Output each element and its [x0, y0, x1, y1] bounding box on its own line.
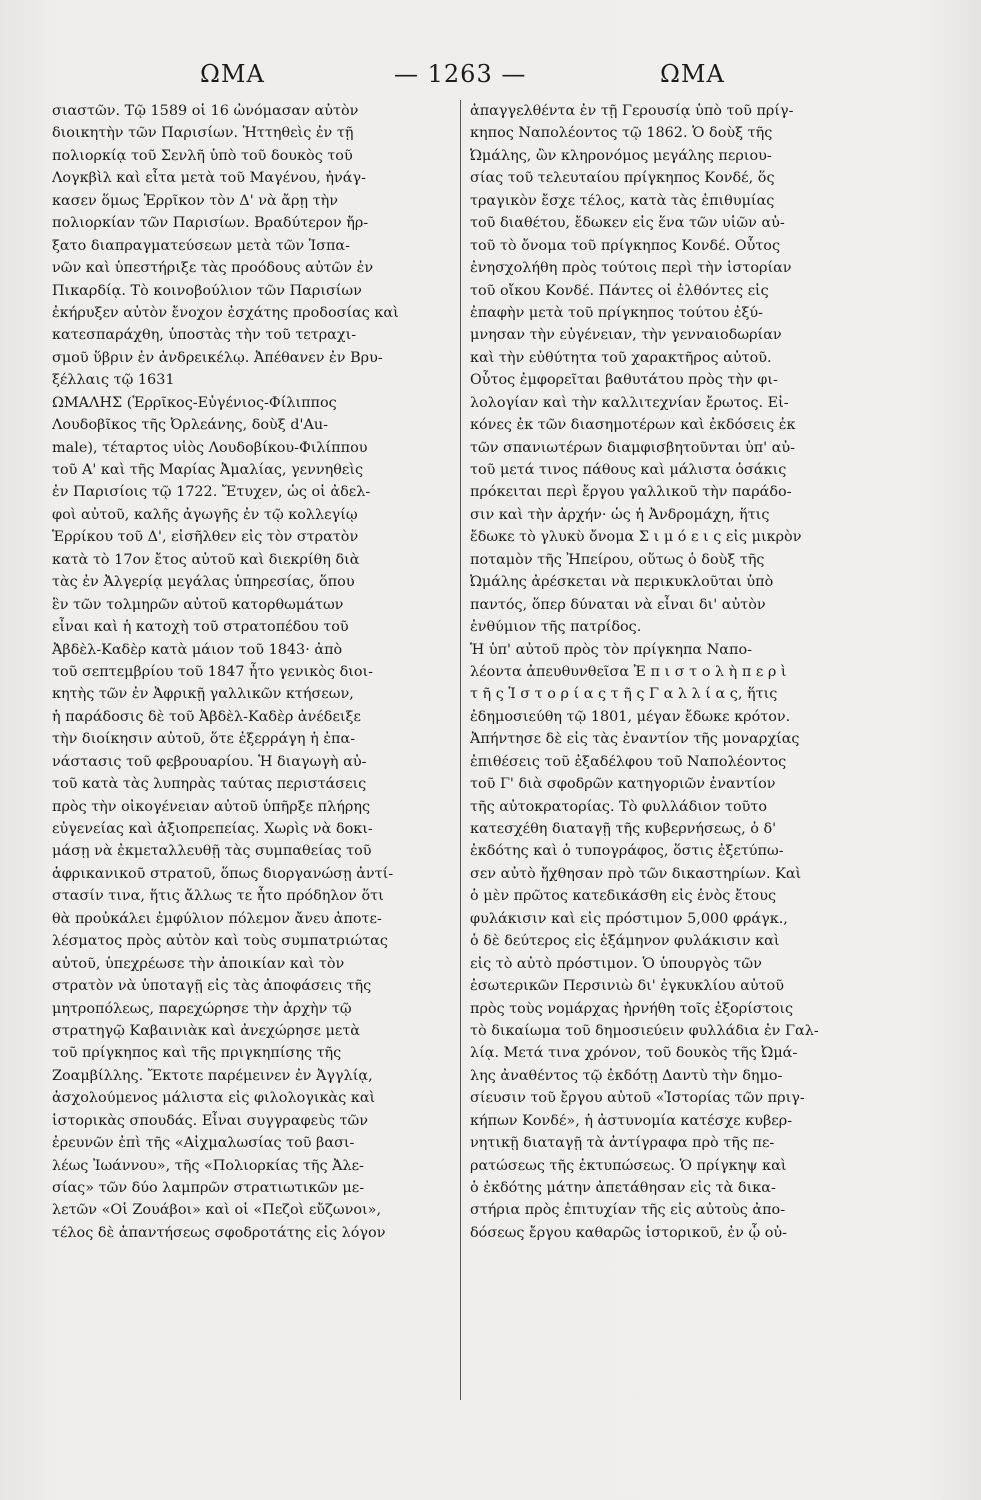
- right-column-text-line: ἐκδότης καὶ ὁ τυπογράφος, ὅστις ἐξετύπω-: [470, 843, 784, 860]
- right-column-text-line: ἀπαγγελθέντα ἐν τῇ Γερουσίᾳ ὑπὸ τοῦ πρίγ-: [470, 103, 794, 119]
- left-column-text-line: ἐρευνῶν ἐπὶ τῆς «Αἰχμαλωσίας τοῦ βασι-: [52, 1135, 355, 1152]
- right-column-text-line: τὸ δικαίωμα τοῦ δημοσιεύειν φυλλάδια ἐν Γαλ-: [470, 1022, 819, 1039]
- right-column-text-line: ποταμὸν τῆς Ἠπείρου, οὕτως ὁ δοὺξ τῆς: [470, 551, 765, 568]
- left-column-text-line: ἐν Παρισίοις τῷ 1722. Ἔτυχεν, ὡς οἱ ἀδελ-: [52, 484, 371, 501]
- left-column-text-line: ἱστορικὰς σπουδάς. Εἶναι συγγραφεὺς τῶν: [52, 1112, 368, 1129]
- right-column-text-line: σεν αὐτὸ ἤχθησαν πρὸ τῶν δικαστηρίων. Καὶ: [470, 865, 802, 882]
- left-column-text-line: male), τέταρτος υἱὸς Λουδοβίκου-Φιλίππου: [52, 439, 368, 456]
- right-text-column: [470, 100, 868, 1244]
- left-column-text-line: ξέλλαις τῷ 1631: [52, 372, 175, 389]
- right-column-text-line: Ἡ ὑπ' αὐτοῦ πρὸς τὸν πρίγκηπα Ναπο-: [470, 641, 752, 658]
- header-right-keyword: ΩΜΑ: [660, 60, 725, 88]
- left-column-text-line: ἀσχολούμενος μάλιστα εἰς φιλολογικὰς καὶ: [52, 1090, 376, 1107]
- left-column-text-line: Ζοαμβίλλης. Ἔκτοτε παρέμεινεν ἐν Ἀγγλίᾳ,: [52, 1067, 373, 1084]
- left-column-text-line: νάστασις τοῦ φεβρουαρίου. Ἡ διαγωγὴ αὐ-: [52, 753, 367, 770]
- left-column-text-line: κητὴς τῶν ἐν Ἀφρικῇ γαλλικῶν κτήσεων,: [52, 686, 354, 703]
- left-column-text-line: λέως Ἰωάννου», τῆς «Πολιορκίας τῆς Ἀλε-: [52, 1157, 364, 1174]
- right-column-text-line: ἐνθύμιον τῆς πατρίδος.: [470, 619, 642, 636]
- header-left-keyword: ΩΜΑ: [200, 60, 265, 88]
- left-column-text-line: τὰς ἐν Ἀλγερίᾳ μεγάλας ὑπηρεσίας, ὅπου: [52, 574, 355, 591]
- left-column-text-line: εὐγενείας καὶ ἀξιοπρεπείας. Χωρὶς νὰ δοκι-: [52, 821, 373, 837]
- right-column-text-line: σίευσιν τοῦ ἔργου αὐτοῦ «Ἱστορίας τῶν πριγ-: [470, 1090, 805, 1107]
- left-column-text-line: φοὶ αὐτοῦ, καλῆς ἀγωγῆς ἐν τῷ κολλεγίῳ: [52, 506, 358, 523]
- right-column-text-line: Ὠμάλης ἀρέσκεται νὰ περικυκλοῦται ὑπὸ: [470, 574, 774, 591]
- left-text-column: [52, 100, 450, 1244]
- left-column-text-line: Λουδοβῖκος τῆς Ὀρλεάνης, δοὺξ d'Au-: [52, 417, 329, 434]
- right-column-text-line: τῶν σπανιωτέρων διαμφισβητοῦνται ὑπ' αὐ-: [470, 439, 796, 456]
- right-column-text-line: ἐσωτερικῶν Περσινιὼ δι' ἐγκυκλίου αὐτοῦ: [470, 978, 784, 995]
- right-column-text-line: κατεσχέθη διαταγῇ τῆς κυβερνήσεως, ὁ δ': [470, 821, 777, 837]
- right-column-text-line: τοῦ τὸ ὄνομα τοῦ πρίγκηπος Κονδέ. Οὗτος: [470, 237, 781, 254]
- right-column-text-line: τ ῆ ς Ἱ σ τ ο ρ ί α ς τ ῆ ς Γ α λ λ ί α ς, ἥτις: [470, 686, 778, 703]
- right-column-text-line: τοῦ μετά τινος πάθους καὶ μάλιστα ὁσάκις: [470, 462, 787, 478]
- right-column-text-line: πρόκειται περὶ ἔργου γαλλικοῦ τὴν παράδο-: [470, 484, 792, 501]
- right-column-text-line: παντός, ὅπερ δύναται νὰ εἶναι δι' αὐτὸν: [470, 596, 766, 613]
- left-column-text-line: σίας» τῶν δύο λαμπρῶν στρατιωτικῶν με-: [52, 1180, 365, 1196]
- right-column-text-line: τοῦ οἴκου Κονδέ. Πάντες οἱ ἐλθόντες εἰς: [470, 282, 769, 299]
- left-column-text-line: ἓν τῶν τολμηρῶν αὐτοῦ κατορθωμάτων: [52, 596, 344, 613]
- right-column-text-line: ἔδωκε τὸ γλυκὺ ὄνομα Σ ι μ ό ε ι ς εἰς μικρὸν: [470, 529, 802, 546]
- left-column-text-line: κασεν ὅμως Ἑρρῖκον τὸν Δ' νὰ ἄρῃ τὴν: [52, 192, 338, 209]
- right-column-text-line: λίᾳ. Μετά τινα χρόνον, τοῦ δουκὸς τῆς Ὠμά-: [470, 1045, 798, 1062]
- left-column-text-line: τοῦ κατὰ τὰς λυπηρὰς ταύτας περιστάσεις: [52, 776, 367, 793]
- left-column-text-line: μητροπόλεως, παρεχώρησε τὴν ἀρχὴν τῷ: [52, 1000, 352, 1017]
- left-column-text-line: ἀφρικανικοῦ στρατοῦ, ὅπως διοργανώσῃ ἀντί-: [52, 865, 394, 882]
- left-column-text-line: πολιορκίαν τῶν Παρισίων. Βραδύτερον ἤρ-: [52, 215, 369, 232]
- column-divider: [460, 100, 461, 1400]
- running-header: [52, 60, 932, 100]
- right-column-text-line: σίας τοῦ τελευταίου πρίγκηπος Κονδέ, ὅς: [470, 170, 775, 187]
- left-column-text-line: κατεσπαράχθη, ὑποστὰς τὴν τοῦ τετραχι-: [52, 327, 357, 344]
- left-column-text-line: λετῶν «Οἱ Ζουάβοι» καὶ οἱ «Πεζοὶ εὔζωνοι»,: [52, 1202, 382, 1219]
- right-column-text-line: καὶ τὴν εὐθύτητα τοῦ χαρακτῆρος αὐτοῦ.: [470, 349, 772, 366]
- right-column-text-line: ἐπαφὴν μετὰ τοῦ πρίγκηπος τούτου ἐξύ-: [470, 304, 764, 321]
- left-column-text-line: τοῦ Α' καὶ τῆς Μαρίας Ἀμαλίας, γεννηθεὶς: [52, 462, 364, 478]
- left-column-text-line: ἡ παράδοσις δὲ τοῦ Ἀβδὲλ-Καδὲρ ἀνέδειξε: [52, 708, 361, 725]
- right-column-text-line: φυλάκισιν καὶ εἰς πρόστιμον 5,000 φράγκ.,: [470, 910, 788, 927]
- right-column-text-line: κόνες ἐκ τῶν διασημοτέρων καὶ ἐκδόσεις ἐκ: [470, 417, 796, 434]
- left-column-text-line: Πικαρδίᾳ. Τὸ κοινοβούλιον τῶν Παρισίων: [52, 282, 362, 299]
- left-column-text-line: μάσῃ νὰ ἐκμεταλλευθῇ τὰς συμπαθείας τοῦ: [52, 843, 372, 860]
- left-column-text-line: Ἀβδὲλ-Καδὲρ κατὰ μάιον τοῦ 1843· ἀπὸ: [52, 641, 343, 658]
- left-column-text-line: διοικητὴν τῶν Παρισίων. Ἡττηθεὶς ἐν τῇ: [52, 125, 354, 142]
- right-column-text-line: στήρια πρὸς ἐπιτυχίαν τῆς εἰς αὐτοὺς ἀπο-: [470, 1202, 786, 1219]
- right-column-text-line: τοῦ Γ' διὰ σφοδρῶν κατηγοριῶν ἐναντίον: [470, 776, 776, 793]
- left-column-text-line: αὐτοῦ, ὑπεχρέωσε τὴν ἀποικίαν καὶ τὸν: [52, 955, 345, 972]
- right-column-text-line: τοῦ διαθέτου, ἔδωκεν εἰς ἕνα τῶν υἱῶν αὐ-: [470, 215, 785, 232]
- right-column-text-line: λέοντα ἀπευθυνθεῖσα Ἐ π ι σ τ ο λ ὴ π ε ρ ὶ: [470, 663, 787, 680]
- left-column-text-line: πολιορκίᾳ τοῦ Σενλῆ ὑπὸ τοῦ δουκὸς τοῦ: [52, 147, 353, 164]
- right-column-text-line: κηπος Ναπολέοντος τῷ 1862. Ὁ δοὺξ τῆς: [470, 125, 773, 142]
- right-column-text-line: λολογίαν καὶ τὴν καλλιτεχνίαν ἔρωτος. Εἰ-: [470, 394, 789, 411]
- right-column-text-line: εἰς τὸ αὐτὸ πρόστιμον. Ὁ ὑπουργὸς τῶν: [470, 955, 762, 972]
- right-column-text-line: Οὗτος ἐμφορεῖται βαθυτάτου πρὸς τὴν φι-: [470, 372, 778, 389]
- left-column-text-line: κατὰ τὸ 17ον ἔτος αὐτοῦ καὶ διεκρίθη διὰ: [52, 551, 360, 568]
- right-column-text-line: κήπων Κονδέ», ἡ ἀστυνομία κατέσχε κυβερ-: [470, 1112, 793, 1129]
- left-column-text-line: στρατὸν νὰ ὑποταγῇ εἰς τὰς ἀποφάσεις τῆς: [52, 978, 372, 995]
- left-column-text-line: λέσματος πρὸς αὐτὸν καὶ τοὺς συμπατριώτας: [52, 933, 388, 950]
- right-column-text-line: Ὠμάλης, ὢν κληρονόμος μεγάλης περιου-: [470, 147, 772, 164]
- left-column-text-line: τέλος δὲ ἀπαντήσεως σφοδροτάτης εἰς λόγον: [52, 1224, 386, 1241]
- page-number: — 1263 —: [394, 60, 527, 88]
- right-column-text-line: ὁ μὲν πρῶτος κατεδικάσθη εἰς ἑνὸς ἔτους: [470, 888, 777, 905]
- left-column-text-line: ΩΜΑΛΗΣ (Ἑρρῖκος-Εὐγένιος-Φίλιππος: [52, 394, 337, 411]
- left-column-text-line: Ἑρρίκου τοῦ Δ', εἰσῆλθεν εἰς τὸν στρατὸν: [52, 529, 359, 546]
- right-column-text-line: ὁ δὲ δεύτερος εἰς ἑξάμηνον φυλάκισιν καὶ: [470, 933, 780, 950]
- right-column-text-line: δόσεως ἔργου καθαρῶς ἱστορικοῦ, ἐν ᾧ οὐ-: [470, 1224, 788, 1241]
- right-column-text-line: τραγικὸν ἔσχε τέλος, κατὰ τὰς ἐπιθυμίας: [470, 192, 775, 209]
- left-column-text-line: ξατο διαπραγματεύσεων μετὰ τῶν Ἱσπα-: [52, 237, 350, 254]
- left-column-text-line: θὰ προὐκάλει ἐμφύλιον πόλεμον ἄνευ ἀποτε-: [52, 910, 382, 927]
- left-column-text-line: νῶν καὶ ὑπεστήριξε τὰς προόδους αὐτῶν ἐν: [52, 260, 374, 277]
- right-column-text-line: ρατώσεως τῆς ἐκτυπώσεως. Ὁ πρίγκηψ καὶ: [470, 1157, 787, 1174]
- right-column-text-line: σιν καὶ τὴν ἀρχήν· ὡς ἡ Ἀνδρομάχη, ἥτις: [470, 506, 770, 523]
- right-column-text-line: ἐπιθέσεις τοῦ ἐξαδέλφου τοῦ Ναπολέοντος: [470, 753, 787, 770]
- left-column-text-line: σμοῦ ὕβριν ἐν ἀνδρεικέλῳ. Ἀπέθανεν ἐν Βρυ-: [52, 349, 383, 366]
- left-column-text-line: τοῦ σεπτεμβρίου τοῦ 1847 ἦτο γενικὸς διοι-: [52, 663, 374, 680]
- left-column-text-line: πρὸς τὴν οἰκογένειαν αὐτοῦ ὑπῆρξε πλήρης: [52, 798, 371, 815]
- left-column-text-line: ἐκήρυξεν αὐτὸν ἔνοχον ἐσχάτης προδοσίας καὶ: [52, 304, 399, 321]
- left-column-text-line: σιαστῶν. Τῷ 1589 οἱ 16 ὠνόμασαν αὐτὸν: [52, 103, 359, 119]
- left-column-text-line: Λογκβὶλ καὶ εἶτα μετὰ τοῦ Μαγένου, ἠνάγ-: [52, 170, 366, 187]
- right-column-text-line: Ἀπήντησε δὲ εἰς τὰς ἐναντίον τῆς μοναρχίας: [470, 731, 800, 748]
- left-column-text-line: εἶναι καὶ ἡ κατοχὴ τοῦ στρατοπέδου τοῦ: [52, 619, 349, 636]
- right-column-text-line: μνησαν τὴν εὐγένειαν, τὴν γενναιοδωρίαν: [470, 327, 782, 344]
- left-column-text-line: τὴν διοίκησιν αὐτοῦ, ὅτε ἐξερράγη ἡ ἐπα-: [52, 731, 356, 748]
- right-column-text-line: τῆς αὐτοκρατορίας. Τὸ φυλλάδιον τοῦτο: [470, 798, 768, 815]
- left-column-text-line: στρατηγῷ Καβαινιὰκ καὶ ἀνεχώρησε μετὰ: [52, 1022, 361, 1039]
- right-column-text-line: ἐνησχολήθη πρὸς τούτοις περὶ τὴν ἱστορίαν: [470, 260, 792, 277]
- right-column-text-line: ὁ ἐκδότης μάτην ἀπετάθησαν εἰς τὰ δικα-: [470, 1180, 776, 1196]
- right-column-text-line: νητικῇ διαταγῇ τὰ ἀντίγραφα πρὸ τῆς πε-: [470, 1135, 775, 1152]
- right-column-text-line: λης ἀναθέντος τῷ ἐκδότῃ Δαντὺ τὴν δημο-: [470, 1067, 783, 1084]
- right-column-text-line: ἐδημοσιεύθη τῷ 1801, μέγαν ἔδωκε κρότον.: [470, 708, 791, 725]
- left-column-text-line: τοῦ πρίγκηπος καὶ τῆς πριγκηπίσης τῆς: [52, 1045, 342, 1062]
- left-column-text-line: στασίν τινα, ἥτις ἄλλως τε ἦτο πρόδηλον ὅτι: [52, 888, 384, 905]
- right-column-text-line: πρὸς τοὺς νομάρχας ἠρνήθη τοῖς ἐξορίστοις: [470, 1000, 794, 1017]
